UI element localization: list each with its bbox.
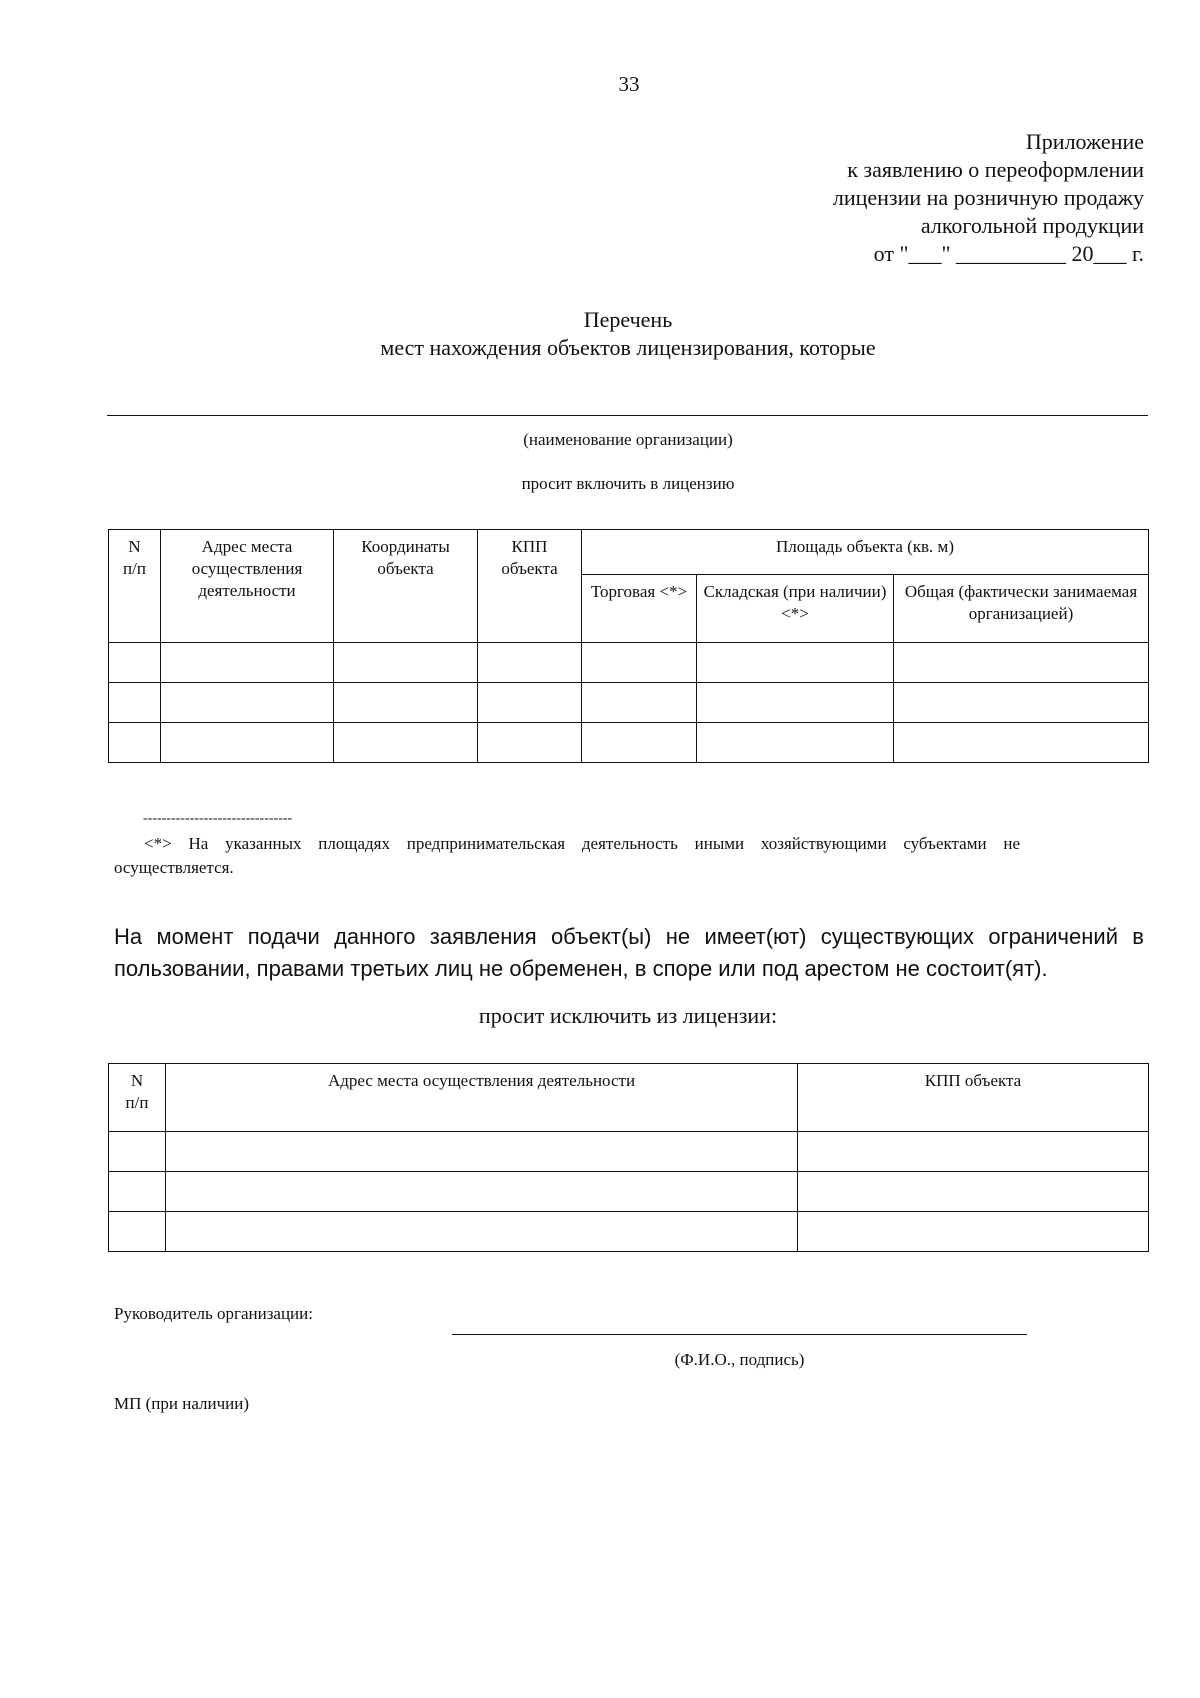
cell[interactable] <box>478 683 582 723</box>
exclude-table <box>108 1063 1149 1252</box>
cell[interactable] <box>109 1212 166 1252</box>
document-title <box>108 306 1148 362</box>
cell[interactable] <box>798 1132 1149 1172</box>
cell[interactable] <box>109 1172 166 1212</box>
cell[interactable] <box>334 643 478 683</box>
statement-text: На момент подачи данного заявления объект(ы) не имеет(ют) существующих ограничений в пользовании, правами третьих лиц не обременен, в споре или под арестом не состоит(ят). <box>114 924 1144 981</box>
cell[interactable] <box>894 683 1149 723</box>
footnote-text: <*> На указанных площадях предпринимательская деятельность иными хозяйствующими субъектами не осуществляется. <box>114 834 1020 877</box>
header-total-area: Общая (фактически занимаемая организацией) <box>894 575 1149 643</box>
cell[interactable] <box>166 1132 798 1172</box>
cell[interactable] <box>894 723 1149 763</box>
page-number: 33 <box>618 72 640 96</box>
header-address: Адрес места осуществления деятельности <box>161 530 334 643</box>
cell[interactable] <box>478 723 582 763</box>
table-row <box>109 723 1149 763</box>
header-trade-area: Торговая <*> <box>582 575 697 643</box>
header-area: Площадь объекта (кв. м) <box>582 530 1149 575</box>
cell[interactable] <box>166 1172 798 1212</box>
header-storage-area: Складская (при наличии) <*> <box>697 575 894 643</box>
cell[interactable] <box>894 643 1149 683</box>
cell[interactable] <box>582 683 697 723</box>
footnote-separator: -------------------------------- <box>143 811 293 826</box>
cell[interactable] <box>478 643 582 683</box>
cell[interactable] <box>161 683 334 723</box>
table-row <box>109 683 1149 723</box>
cell[interactable] <box>109 683 161 723</box>
header-kpp: КПП объекта <box>478 530 582 643</box>
exclude-caption: просит исключить из лицензии: <box>478 1003 778 1028</box>
cell[interactable] <box>109 1132 166 1172</box>
cell[interactable] <box>109 723 161 763</box>
cell[interactable] <box>582 723 697 763</box>
title-line: Перечень <box>583 307 673 332</box>
header-kpp: КПП объекта <box>798 1064 1149 1132</box>
cell[interactable] <box>697 683 894 723</box>
cell[interactable] <box>697 643 894 683</box>
appendix-line: к заявлению о переоформлении <box>847 157 1144 182</box>
cell[interactable] <box>334 723 478 763</box>
cell[interactable] <box>161 723 334 763</box>
table-row <box>109 1132 1149 1172</box>
head-of-organization-label: Руководитель организации: <box>114 1304 313 1323</box>
organization-name-field[interactable] <box>107 415 1148 416</box>
include-table <box>108 529 1149 763</box>
signature-caption: (Ф.И.О., подпись) <box>674 1350 805 1369</box>
cell[interactable] <box>798 1212 1149 1252</box>
cell[interactable] <box>161 643 334 683</box>
cell[interactable] <box>798 1172 1149 1212</box>
stamp-label: МП (при наличии) <box>114 1394 250 1413</box>
cell[interactable] <box>582 643 697 683</box>
table-row <box>109 1212 1149 1252</box>
header-num: N п/п <box>109 1064 166 1132</box>
header-coordinates: Координаты объекта <box>334 530 478 643</box>
header-address: Адрес места осуществления деятельности <box>166 1064 798 1132</box>
title-line: мест нахождения объектов лицензирования, которые <box>380 335 876 360</box>
include-caption: просит включить в лицензию <box>521 474 735 493</box>
appendix-line: Приложение <box>1025 129 1144 154</box>
appendix-line: алкогольной продукции <box>920 213 1144 238</box>
appendix-line: лицензии на розничную продажу <box>832 185 1144 210</box>
cell[interactable] <box>697 723 894 763</box>
appendix-date-line: от "___" __________ 20___ г. <box>873 241 1144 266</box>
header-num: N п/п <box>109 530 161 643</box>
cell[interactable] <box>109 643 161 683</box>
cell[interactable] <box>166 1212 798 1252</box>
table-row <box>109 643 1149 683</box>
appendix-block <box>833 128 1144 268</box>
signature-field[interactable] <box>452 1334 1027 1335</box>
cell[interactable] <box>334 683 478 723</box>
organization-caption: (наименование организации) <box>523 430 733 449</box>
table-row <box>109 1172 1149 1212</box>
